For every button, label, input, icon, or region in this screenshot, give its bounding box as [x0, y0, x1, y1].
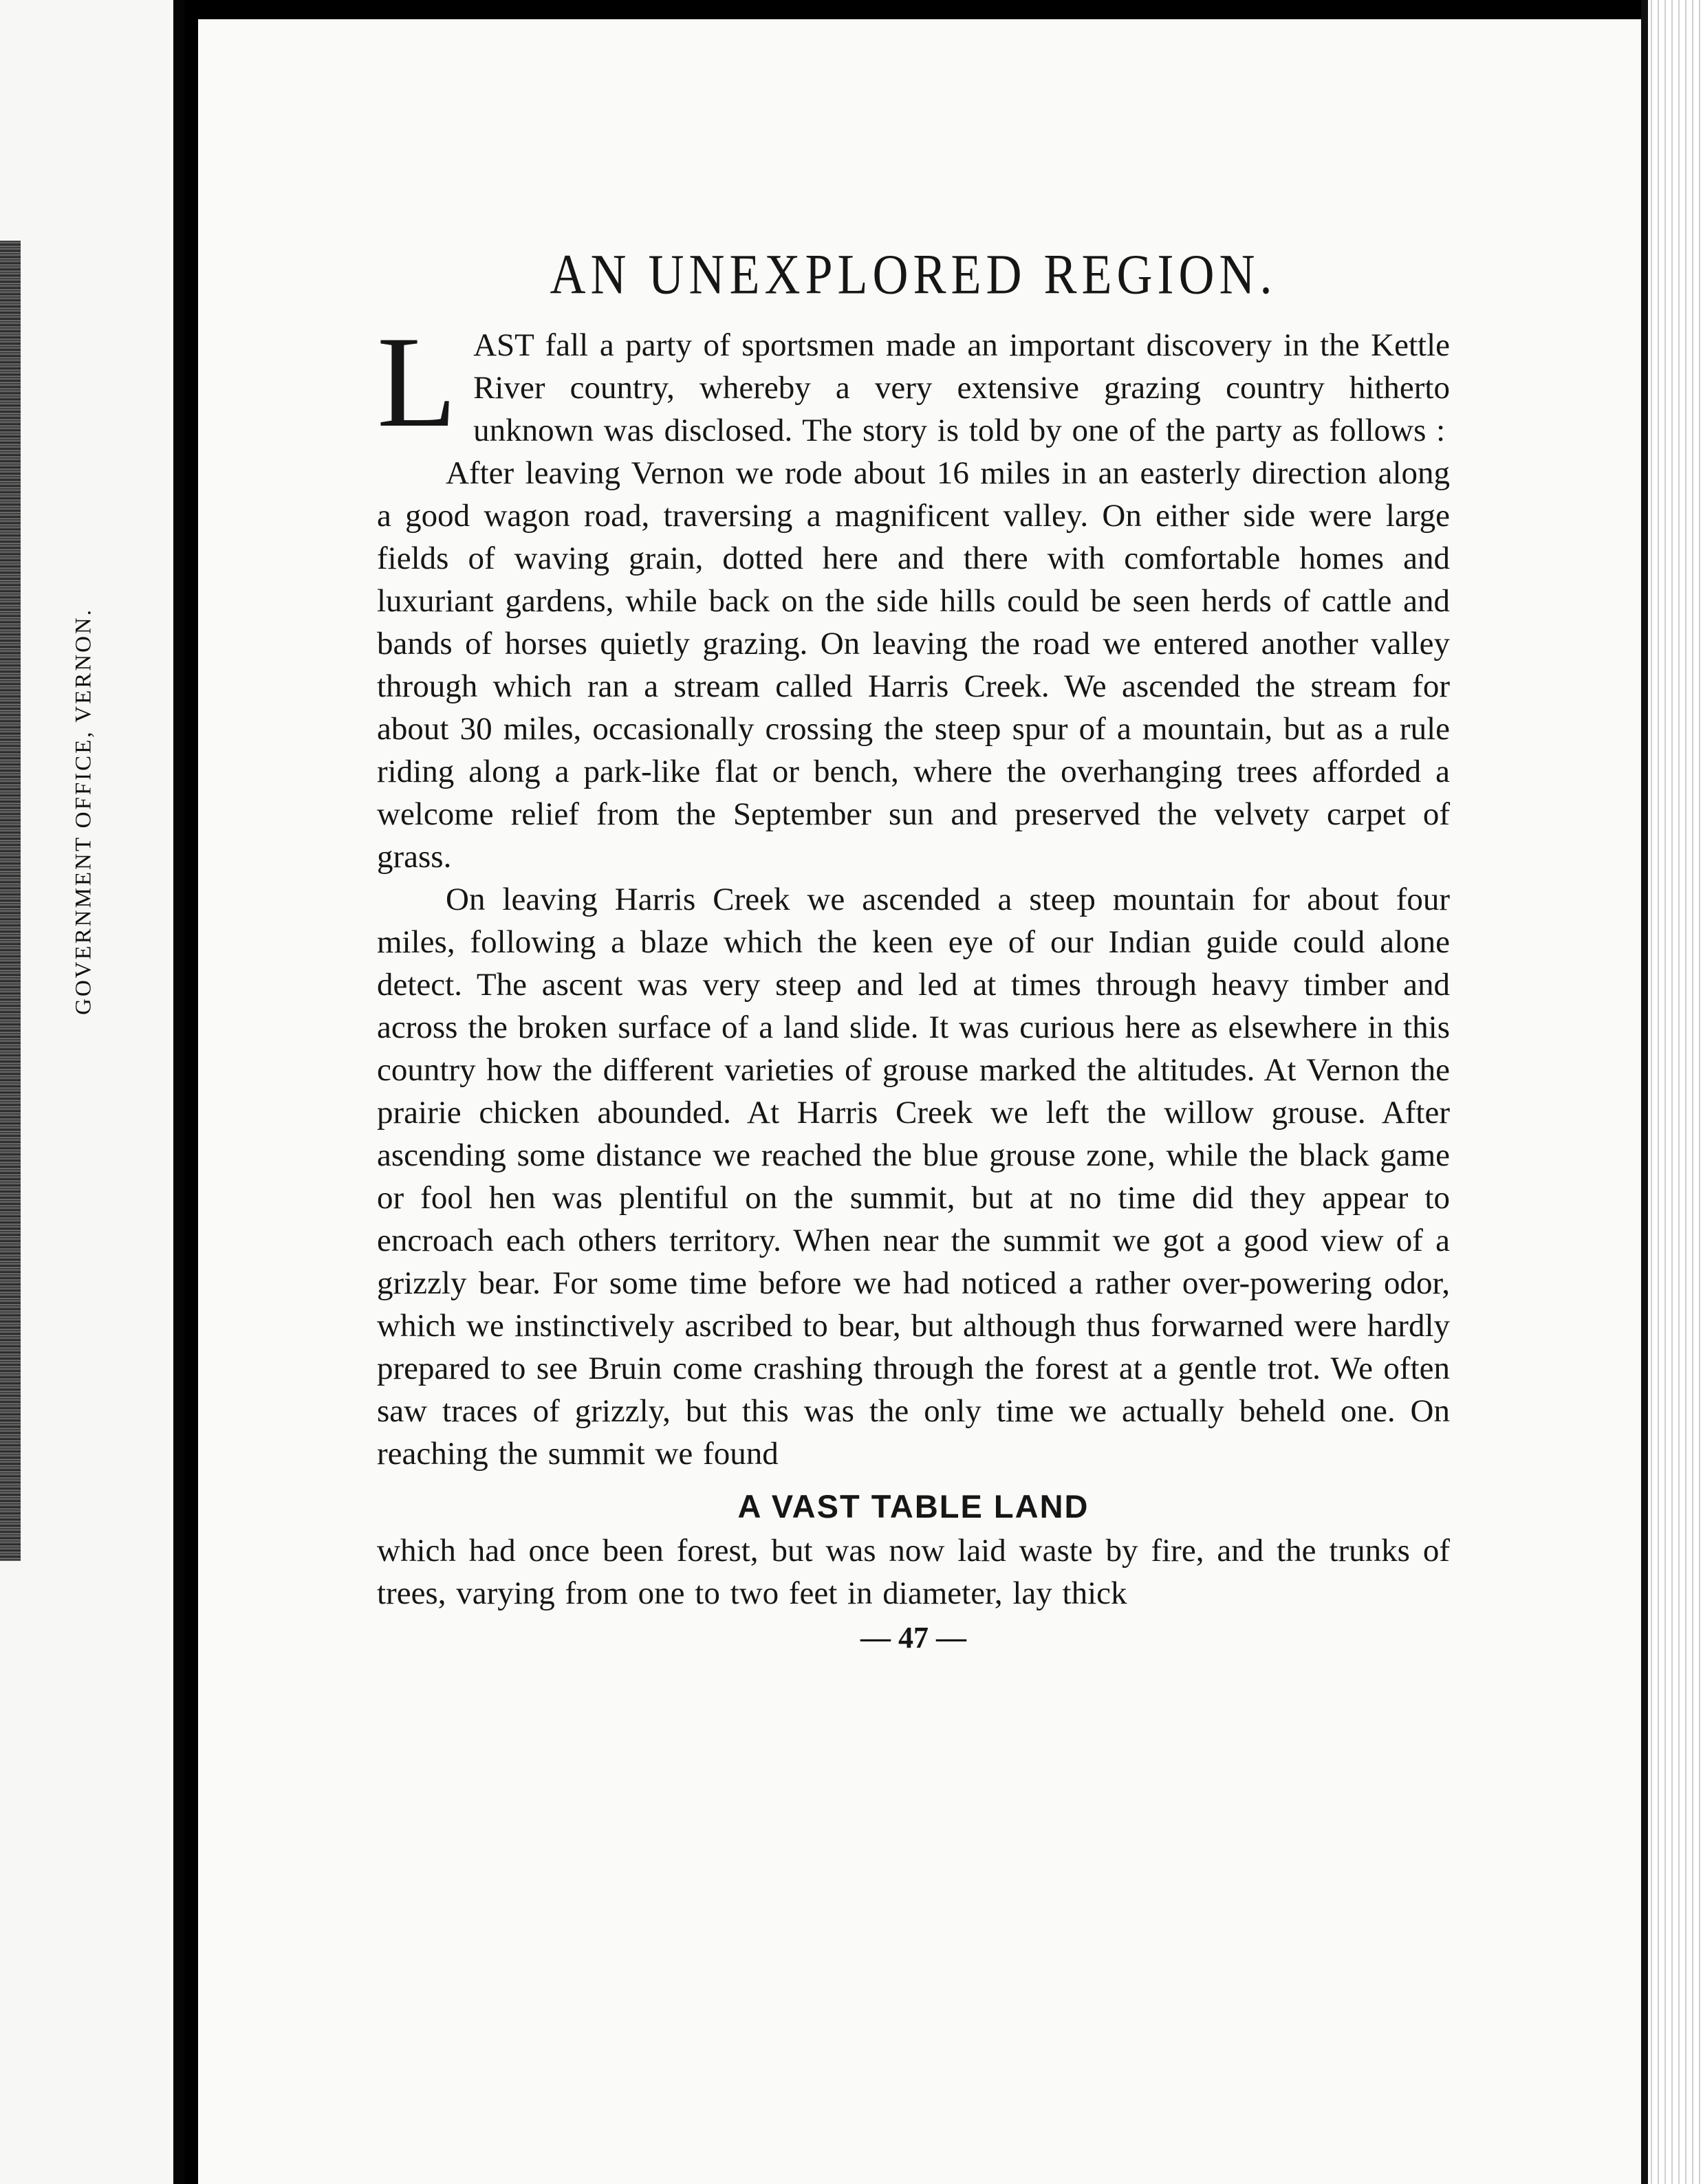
facing-page-photo-edge: [0, 241, 21, 1561]
page-number: — 47 —: [860, 1621, 966, 1655]
article: [377, 242, 1450, 1655]
book-page: [198, 19, 1648, 2184]
spine-caption-text: GOVERNMENT OFFICE, VERNON.: [71, 608, 96, 1015]
article-title: AN UNEXPLORED REGION.: [550, 242, 1277, 306]
paragraph-1: After leaving Vernon we rode about 16 miles in an easterly direction along a good wagon road, traversing a magnificent valley. On either side were large fields of waving grain, dotted here and there with comfortable homes and luxuriant gardens, while back on the side hills could be seen herds of cattle and bands of horses quietly grazing. On leaving the road we entered another valley through which ran a stream called Harris Creek. We ascended the stream for about 30 miles, occasionally crossing the steep spur of a mountain, but as a rule riding along a park-like flat or bench, where the overhanging trees afforded a welcome relief from the September sun and preserved the velvety carpet of grass.: [377, 455, 1450, 875]
facing-page: [0, 0, 173, 2184]
drop-cap: L: [377, 310, 457, 455]
intro-paragraph: [377, 310, 1450, 455]
intro-text: AST fall a party of sportsmen made an important discovery in the Kettle River country, whereby a very extensive grazing country hitherto unknown was disclosed. The story is told by one of the party as follows :: [473, 327, 1450, 448]
paragraph-2: On leaving Harris Creek we ascended a steep mountain for about four miles, following a blaze which the keen eye of our Indian guide could alone detect. The ascent was very steep and led at times through heavy timber and across the broken surface of a land slide. It was curious here as elsewhere in this country how the different varieties of grouse marked the altitudes. At Vernon the prairie chicken abounded. At Harris Creek we left the willow grouse. After ascending some distance we reached the blue grouse zone, while the black game or fool hen was plentiful on the summit, but at no time did they appear to encroach each others territory. When near the summit we got a good view of a grizzly bear. For some time before we had noticed a rather over-powering odor, which we instinctively ascribed to bear, but although thus forwarned were hardly prepared to see Bruin come crashing through the forest at a gentle trot. We often saw traces of grizzly, but this was the only time we actually beheld one. On reaching the summit we found: [377, 882, 1450, 1472]
closing-paragraph: which had once been forest, but was now laid waste by fire, and the trunks of trees, varying from one to two feet in diameter, lay thick: [377, 1533, 1450, 1611]
subheading: A VAST TABLE LAND: [737, 1488, 1089, 1525]
page-stack-edge: [1648, 0, 1703, 2184]
